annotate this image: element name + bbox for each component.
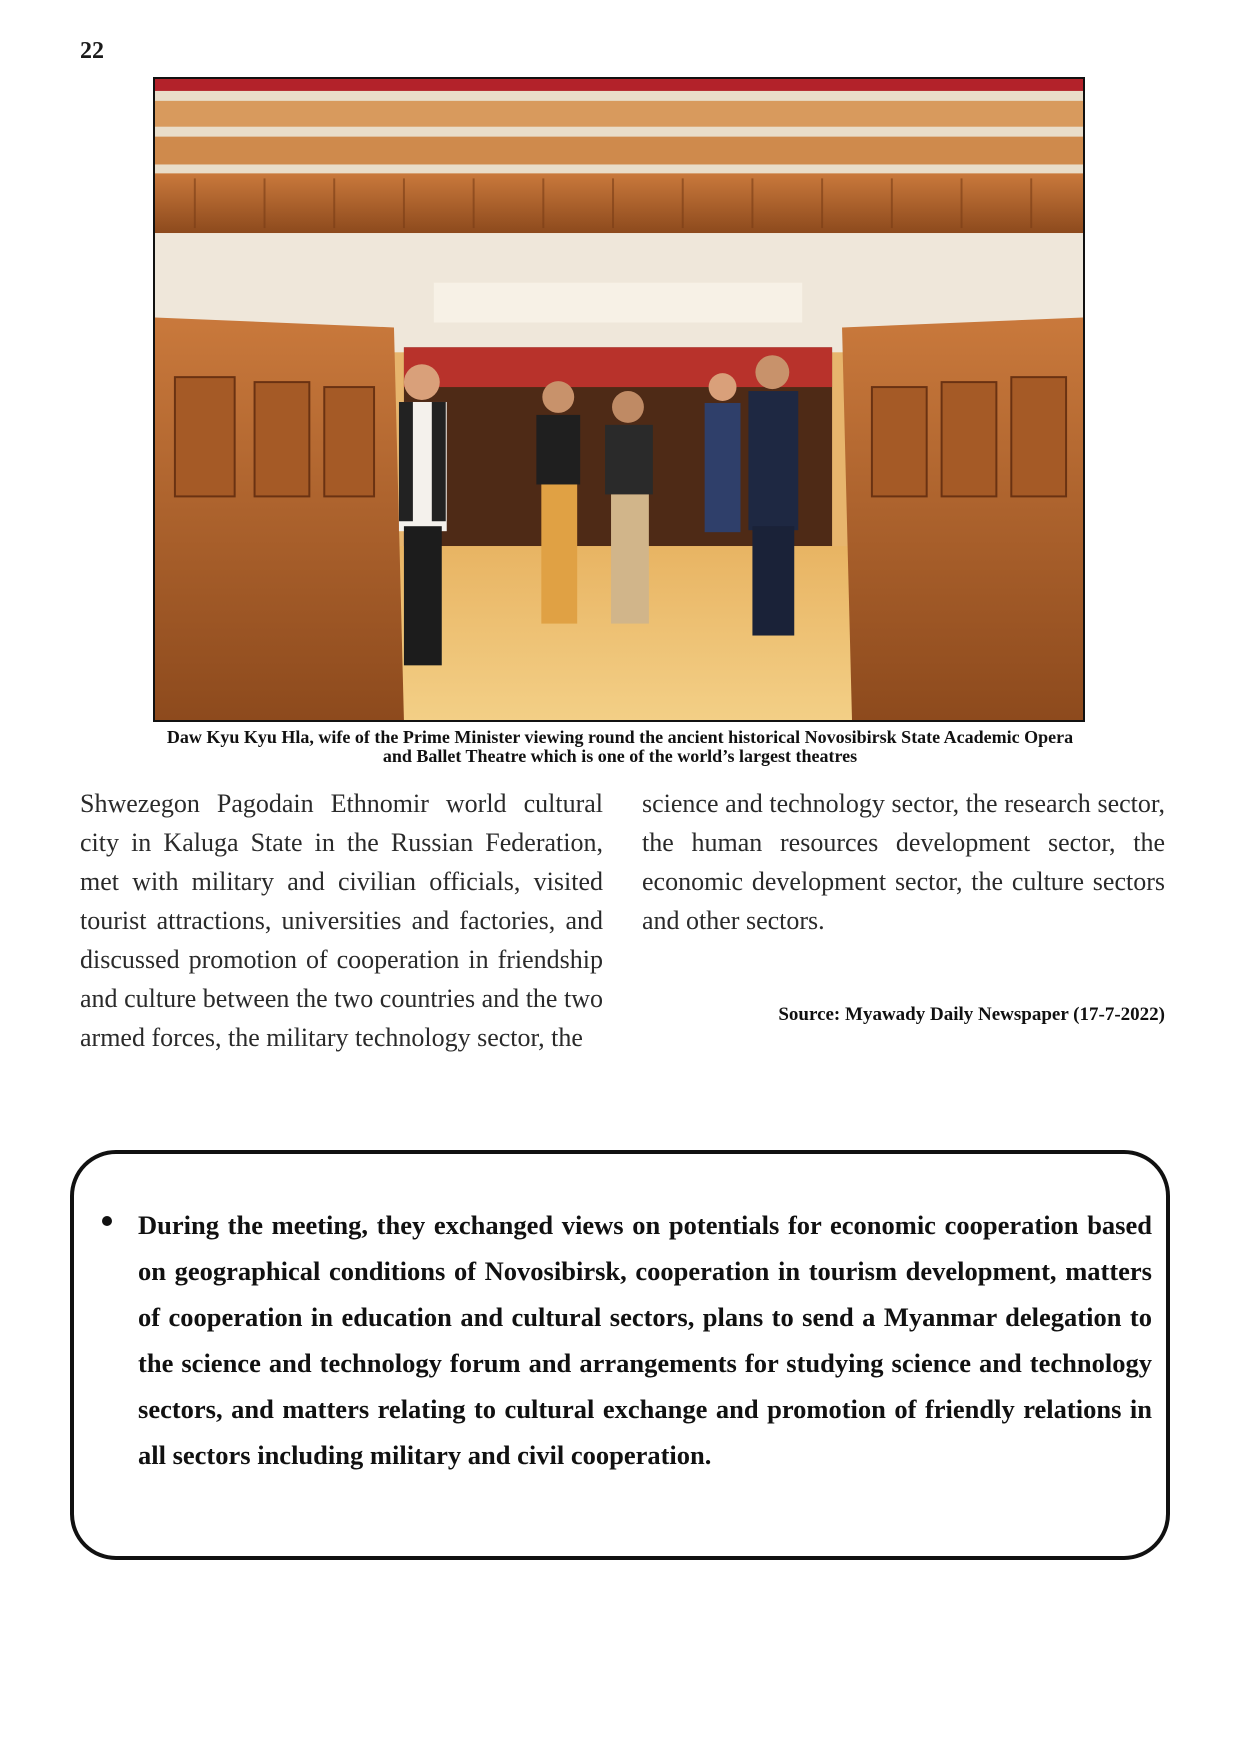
photo-caption <box>90 728 1150 766</box>
bullet-icon <box>102 1216 112 1226</box>
article-left-column: Shwezegon Pagodain Ethnomir world cultural city in Kaluga State in the Russian Federation, met with military and civilian officials, visited tourist attractions, universities and factories, and discussed promotion of cooperation in friendship and culture between the two countries and the two armed forces, the military technology sector, the <box>80 789 603 1052</box>
article-right-column: science and technology sector, the research sector, the human resources development sector, the economic development sector, the culture sectors and other sectors. <box>642 789 1165 935</box>
page-number: 22 <box>80 38 104 64</box>
callout-bullet-text: During the meeting, they exchanged views on potentials for economic cooperation based on geographical conditions of Novosibirsk, cooperation in tourism development, matters of cooperation in education and cultural sectors, plans to send a Myanmar delegation to the science and technology forum and arrangements for studying science and technology sectors, and matters relating to cultural exchange and promotion of friendly relations in all sectors including military and civil cooperation. <box>138 1210 1152 1470</box>
photo-caption-line-1: Daw Kyu Kyu Hla, wife of the Prime Minister viewing round the ancient historical Novosibirsk State Academic Opera <box>166 727 1074 747</box>
theatre-photo <box>153 77 1085 722</box>
photo-caption-line-2: and Ballet Theatre which is one of the world’s largest theatres <box>382 746 858 766</box>
theatre-photo-illustration <box>155 79 1083 720</box>
callout-box <box>70 1150 1170 1560</box>
source-credit: Source: Myawady Daily Newspaper (17-7-2022) <box>778 1004 1165 1025</box>
